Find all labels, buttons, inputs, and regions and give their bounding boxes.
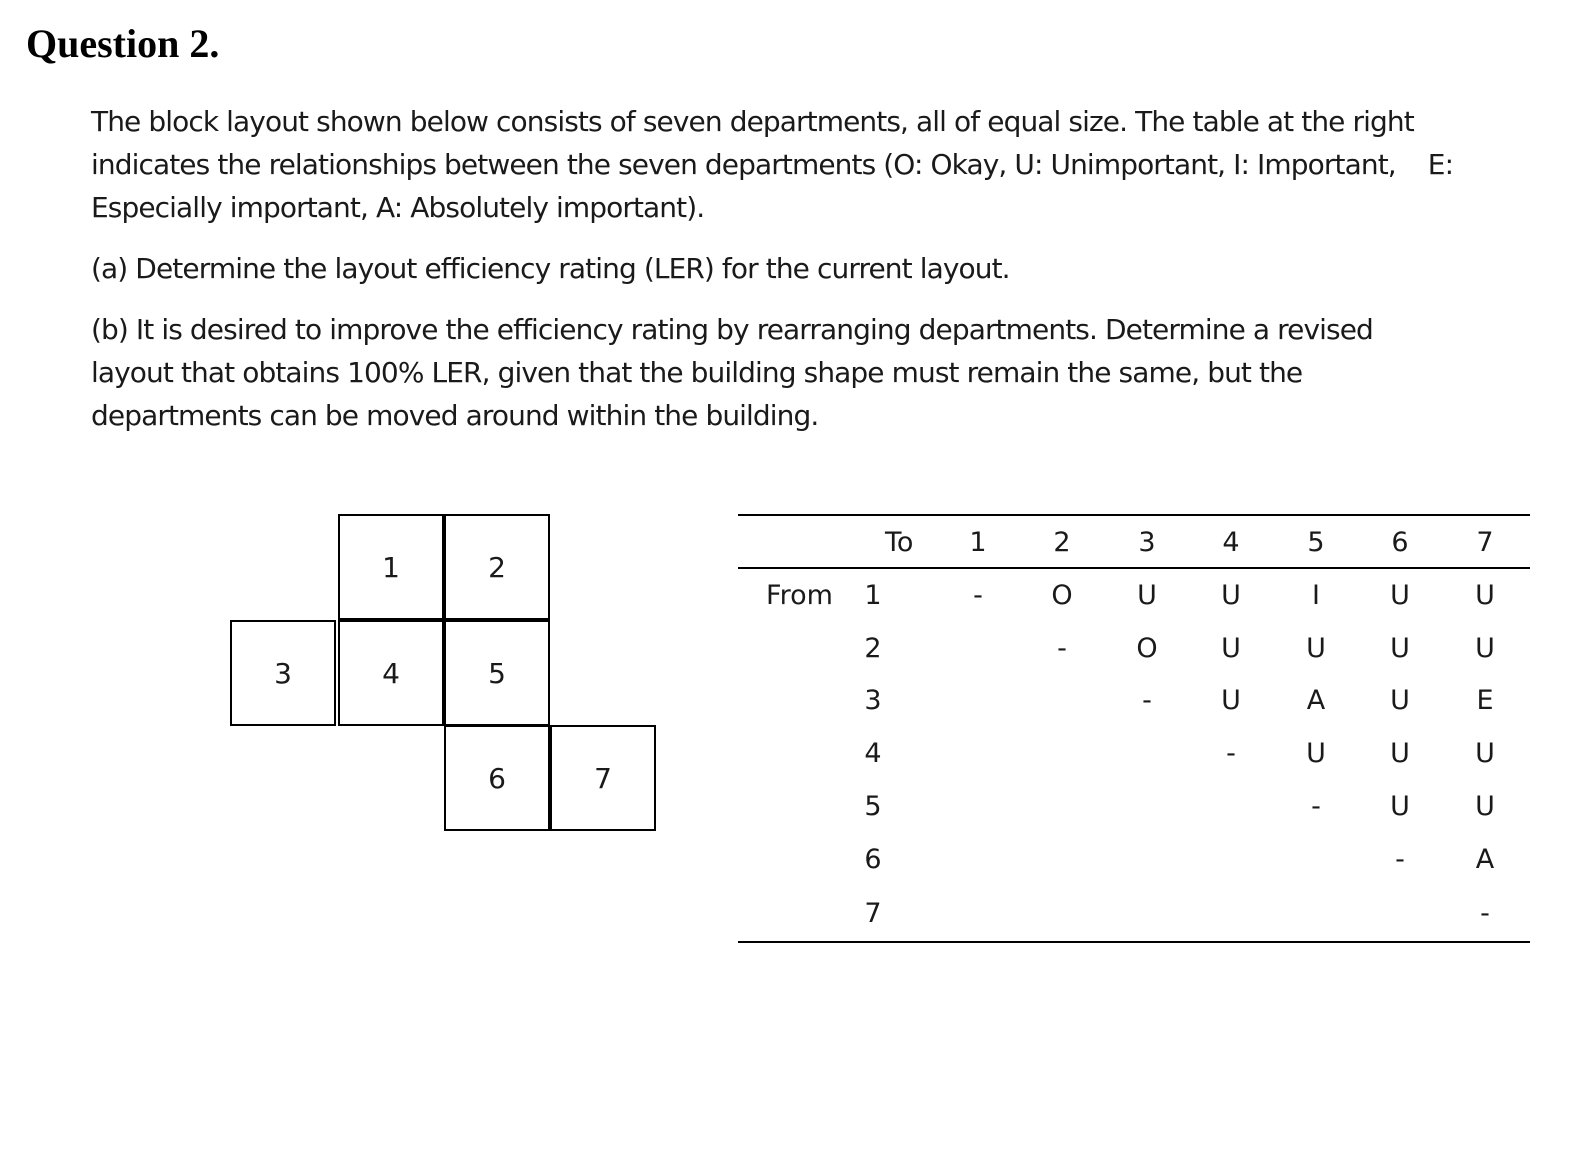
- relationship-cell: I: [1312, 580, 1320, 611]
- row-dept-4: 4: [864, 738, 882, 769]
- dept-cell-5: 5: [444, 620, 550, 726]
- part-a-line: (a) Determine the layout efficiency rating (LER) for the current layout.: [91, 252, 1010, 285]
- relationship-cell: -: [1142, 685, 1152, 716]
- intro-line: Especially important, A: Absolutely important).: [91, 191, 705, 224]
- relationship-cell: -: [1057, 633, 1067, 664]
- relationship-cell: U: [1390, 633, 1410, 664]
- dept-cell-3: 3: [230, 620, 336, 726]
- dept-cell-2: 2: [444, 514, 550, 620]
- relationship-cell: -: [973, 580, 983, 611]
- relationship-cell: U: [1306, 738, 1326, 769]
- part-b-line: layout that obtains 100% LER, given that the building shape must remain the same, but the: [91, 356, 1303, 389]
- relationship-cell: U: [1475, 580, 1495, 611]
- relationship-cell: A: [1475, 844, 1495, 875]
- part-a-paragraph: [91, 247, 1531, 290]
- part-b-line: departments can be moved around within the building.: [91, 399, 819, 432]
- table-bottom-rule: [738, 941, 1530, 943]
- relationship-cell: -: [1395, 844, 1405, 875]
- relationship-cell: U: [1221, 633, 1241, 664]
- relationship-cell: U: [1221, 685, 1241, 716]
- relationship-cell: U: [1137, 580, 1157, 611]
- relationship-cell: U: [1221, 580, 1241, 611]
- intro-line: The block layout shown below consists of seven departments, all of equal size. The table at the right: [91, 105, 1414, 138]
- from-label: From: [766, 580, 833, 611]
- row-dept-3: 3: [864, 685, 882, 716]
- relationship-cell: U: [1390, 580, 1410, 611]
- dept-cell-7: 7: [550, 725, 656, 831]
- column-header-1: 1: [969, 527, 987, 558]
- question-title: Question 2.: [26, 21, 220, 66]
- to-label: To: [885, 527, 914, 558]
- column-header-4: 4: [1222, 527, 1240, 558]
- relationship-cell: U: [1475, 738, 1495, 769]
- column-header-7: 7: [1476, 527, 1494, 558]
- relationship-cell: U: [1390, 738, 1410, 769]
- column-header-5: 5: [1307, 527, 1325, 558]
- column-header-6: 6: [1391, 527, 1409, 558]
- part-b-paragraph: [91, 308, 1531, 437]
- row-dept-7: 7: [864, 898, 882, 929]
- relationship-cell: U: [1475, 633, 1495, 664]
- relationship-cell: U: [1390, 685, 1410, 716]
- column-header-3: 3: [1138, 527, 1156, 558]
- relationship-table: [738, 514, 1530, 944]
- block-layout: [230, 514, 660, 834]
- relationship-cell: -: [1480, 898, 1490, 929]
- relationship-cell: O: [1136, 633, 1158, 664]
- intro-line: indicates the relationships between the seven departments (O: Okay, U: Unimportant, I: Important, E:: [91, 148, 1454, 181]
- row-dept-5: 5: [864, 791, 882, 822]
- relationship-cell: -: [1226, 738, 1236, 769]
- relationship-cell: -: [1311, 791, 1321, 822]
- relationship-cell: O: [1051, 580, 1073, 611]
- dept-cell-6: 6: [444, 725, 550, 831]
- part-b-line: (b) It is desired to improve the efficiency rating by rearranging departments. Determine a revised: [91, 313, 1373, 346]
- relationship-cell: E: [1476, 685, 1494, 716]
- row-dept-2: 2: [864, 633, 882, 664]
- table-header-rule: [738, 567, 1530, 569]
- dept-cell-4: 4: [338, 620, 444, 726]
- dept-cell-1: 1: [338, 514, 444, 620]
- relationship-cell: U: [1306, 633, 1326, 664]
- relationship-cell: A: [1306, 685, 1326, 716]
- row-dept-6: 6: [864, 844, 882, 875]
- relationship-cell: U: [1475, 791, 1495, 822]
- relationship-cell: U: [1390, 791, 1410, 822]
- column-header-2: 2: [1053, 527, 1071, 558]
- table-top-rule: [738, 514, 1530, 516]
- row-dept-1: 1: [864, 580, 882, 611]
- intro-paragraph: [91, 100, 1531, 229]
